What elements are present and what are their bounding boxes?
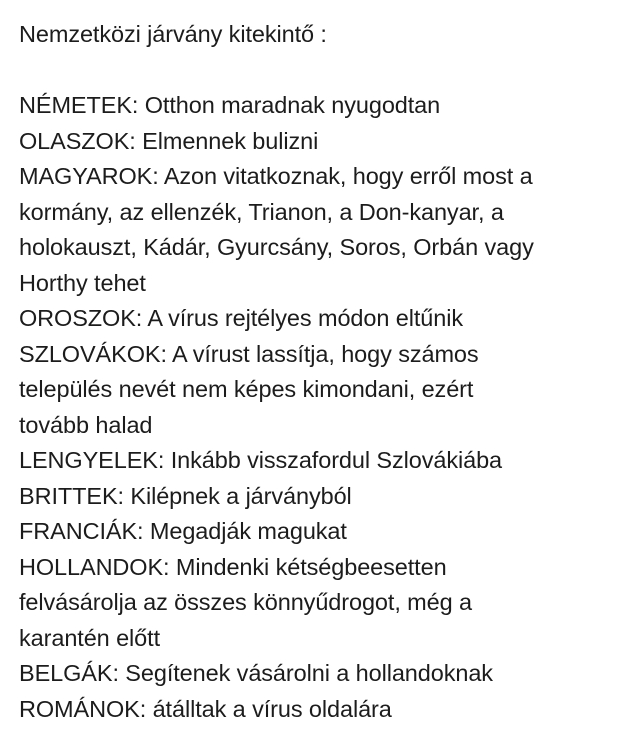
text-line-hungarians: MAGYAROK: Azon vitatkoznak, hogy erről most a	[19, 163, 533, 189]
text-line-slovaks: SZLOVÁKOK: A vírust lassítja, hogy számos	[19, 340, 479, 367]
text-line-italians: OLASZOK: Elmennek bulizni	[19, 127, 319, 154]
text-line-slovaks-2: település nevét nem képes kimondani, ezért	[19, 376, 474, 402]
text-line-hungarians-3: holokauszt, Kádár, Gyurcsány, Soros, Orbán vagy	[19, 234, 534, 260]
text-line-british: BRITTEK: Kilépnek a járványból	[19, 482, 352, 509]
text-line-russians: OROSZOK: A vírus rejtélyes módon eltűnik	[19, 305, 463, 331]
text-line-romanians: ROMÁNOK: átálltak a vírus oldalára	[19, 695, 392, 722]
text-line-slovaks-3: tovább halad	[19, 411, 153, 438]
text-line-french: FRANCIÁK: Megadják magukat	[19, 518, 347, 544]
text-line-dutch-2: felvásárolja az összes könnyűdrogot, még a	[19, 589, 472, 615]
text-line-dutch: HOLLANDOK: Mindenki kétségbeesetten	[19, 553, 447, 580]
post-title: Nemzetközi járvány kitekintő :	[19, 21, 327, 47]
text-line-poles: LENGYELEK: Inkább visszafordul Szlovákiába	[19, 447, 503, 473]
text-line-belgians: BELGÁK: Segítenek vásárolni a hollandoknak	[19, 660, 493, 686]
text-line-hungarians-4: Horthy tehet	[19, 269, 146, 296]
text-line-dutch-3: karantén előtt	[19, 624, 161, 651]
text-line-germans: NÉMETEK: Otthon maradnak nyugodtan	[19, 92, 441, 118]
blank-line	[19, 53, 622, 89]
text-line-hungarians-2: kormány, az ellenzék, Trianon, a Don-kanyar, a	[19, 198, 504, 225]
